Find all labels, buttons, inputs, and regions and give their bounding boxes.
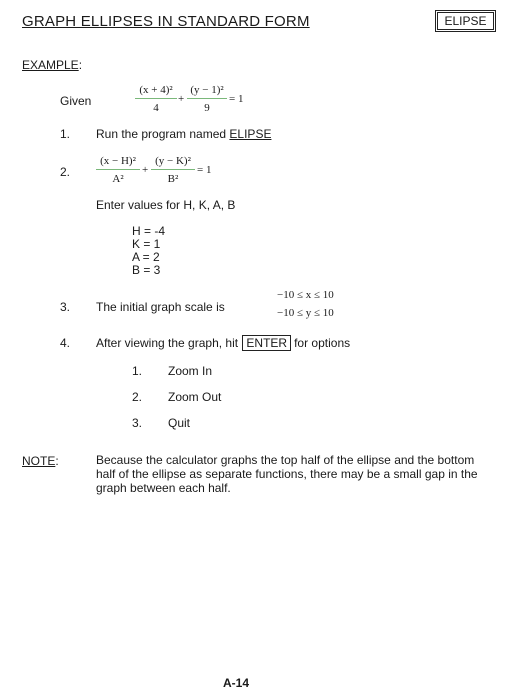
given-frac2-numerator: (y − 1)²	[190, 84, 224, 96]
fraction-bar	[187, 98, 227, 99]
option-1-number: 1.	[132, 364, 143, 378]
step-4-text-after: for options	[294, 336, 351, 350]
step-3-number: 3.	[60, 300, 71, 314]
value-a: A = 2	[132, 250, 160, 264]
given-label: Given	[60, 94, 92, 108]
program-name-badge: ELIPSE	[437, 12, 494, 30]
general-frac2-denominator: B²	[167, 173, 179, 185]
given-frac1-denominator: 4	[153, 102, 159, 114]
fraction-bar	[151, 169, 195, 170]
value-k: K = 1	[132, 237, 161, 251]
page-title: GRAPH ELLIPSES IN STANDARD FORM	[22, 13, 310, 30]
note-colon: :	[55, 454, 59, 468]
general-frac1-numerator: (x − H)²	[100, 155, 136, 167]
general-fraction-x	[96, 155, 140, 185]
note-text: Because the calculator graphs the top half of the ellipse and the bottom half of the ellipse as separate functions, there may be a small gap in the graph between each half.	[96, 453, 478, 495]
general-fraction-y	[151, 155, 195, 185]
parameter-values	[132, 225, 165, 277]
general-plus: +	[142, 164, 149, 176]
value-h: H = -4	[132, 224, 166, 238]
option-zoom-out: Zoom Out	[168, 390, 222, 404]
given-frac1-numerator: (x + 4)²	[139, 84, 173, 96]
fraction-bar	[96, 169, 140, 170]
step-3-text: The initial graph scale is	[96, 300, 225, 314]
general-equals: = 1	[197, 164, 212, 176]
general-frac1-denominator: A²	[112, 173, 124, 185]
step-2-number: 2.	[60, 165, 71, 179]
step-4-text-before: After viewing the graph, hit	[96, 336, 239, 350]
fraction-bar	[135, 98, 177, 99]
value-b: B = 3	[132, 263, 161, 277]
given-frac2-denominator: 9	[204, 102, 210, 114]
step-1-program-name: ELIPSE	[229, 127, 272, 141]
given-equals: = 1	[229, 93, 244, 105]
page-number: A-14	[223, 676, 250, 690]
given-plus: +	[178, 93, 185, 105]
given-fraction-x	[135, 84, 177, 114]
note-label: NOTE	[22, 454, 56, 468]
example-colon: :	[78, 58, 83, 72]
step-4-text	[96, 335, 350, 351]
step-4-number: 4.	[60, 336, 71, 350]
example-heading	[22, 58, 82, 72]
option-quit: Quit	[168, 416, 191, 430]
x-range: −10 ≤ x ≤ 10	[277, 289, 334, 301]
step-1-text	[96, 127, 271, 141]
note-heading	[22, 454, 59, 468]
step-1-instruction: Run the program named	[96, 127, 227, 141]
y-range: −10 ≤ y ≤ 10	[277, 307, 334, 319]
option-3-number: 3.	[132, 416, 143, 430]
enter-key: ENTER	[242, 335, 291, 351]
general-frac2-numerator: (y − K)²	[155, 155, 191, 167]
example-label: EXAMPLE	[22, 58, 79, 72]
option-2-number: 2.	[132, 390, 143, 404]
option-zoom-in: Zoom In	[168, 364, 213, 378]
step-2-enter-values-text: Enter values for H, K, A, B	[96, 198, 236, 212]
step-1-number: 1.	[60, 127, 71, 141]
given-fraction-y	[187, 84, 227, 114]
